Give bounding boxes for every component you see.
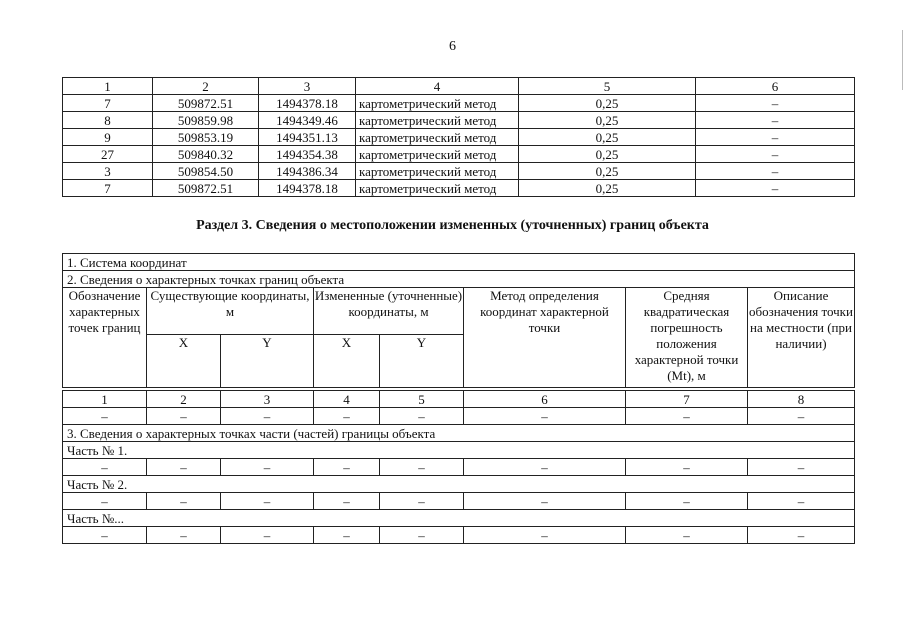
coord-y: 1494378.18 xyxy=(259,95,356,112)
part-label: Часть №... xyxy=(63,510,855,527)
designation-header: Обозначение характерных точек границ xyxy=(63,288,147,388)
parts-heading: 3. Сведения о характерных точках части (частей) границы объекта xyxy=(63,425,855,442)
table-header-row xyxy=(63,78,855,95)
point-id: 9 xyxy=(63,129,153,146)
coord-y: 1494351.13 xyxy=(259,129,356,146)
method-cell: картометрический метод xyxy=(356,95,519,112)
empty-cell: – xyxy=(314,493,380,510)
empty-cell: – xyxy=(748,459,855,476)
empty-cell: – xyxy=(464,493,626,510)
coord-x: 509853.19 xyxy=(153,129,259,146)
empty-cell: – xyxy=(464,527,626,544)
method-cell: картометрический метод xyxy=(356,112,519,129)
empty-cell: – xyxy=(221,527,314,544)
empty-cell: – xyxy=(147,408,221,425)
column-number: 2 xyxy=(153,78,259,95)
boundary-points-heading: 2. Сведения о характерных точках границ объекта xyxy=(63,271,855,288)
changed-coordinates-header: Измененные (уточненные) координаты, м xyxy=(314,288,464,335)
coord-x: 509872.51 xyxy=(153,95,259,112)
column-number: 2 xyxy=(147,391,221,408)
empty-cell: – xyxy=(626,459,748,476)
part-label: Часть № 1. xyxy=(63,442,855,459)
point-id: 27 xyxy=(63,146,153,163)
method-cell: картометрический метод xyxy=(356,129,519,146)
empty-cell: – xyxy=(314,527,380,544)
empty-cell: – xyxy=(147,527,221,544)
changed-x-header: X xyxy=(314,335,380,388)
changed-boundaries-table xyxy=(62,253,855,544)
existing-y-header: Y xyxy=(221,335,314,388)
empty-cell: – xyxy=(63,493,147,510)
coord-y: 1494378.18 xyxy=(259,180,356,197)
empty-cell: – xyxy=(147,493,221,510)
empty-cell: – xyxy=(147,459,221,476)
point-id: 3 xyxy=(63,163,153,180)
accuracy-cell: 0,25 xyxy=(519,180,696,197)
point-id: 7 xyxy=(63,95,153,112)
column-number: 1 xyxy=(63,78,153,95)
empty-cell: – xyxy=(380,493,464,510)
accuracy-cell: 0,25 xyxy=(519,95,696,112)
accuracy-cell: 0,25 xyxy=(519,129,696,146)
table-row xyxy=(63,527,855,544)
description-cell: – xyxy=(696,112,855,129)
column-number: 4 xyxy=(314,391,380,408)
method-header: Метод определения координат характерной точки xyxy=(464,288,626,388)
empty-cell: – xyxy=(748,527,855,544)
column-numbers-row xyxy=(63,391,855,408)
column-number: 8 xyxy=(748,391,855,408)
description-cell: – xyxy=(696,129,855,146)
coord-x: 509859.98 xyxy=(153,112,259,129)
column-number: 5 xyxy=(519,78,696,95)
table-row xyxy=(63,146,855,163)
empty-cell: – xyxy=(626,408,748,425)
description-header: Описание обозначения точки на местности (при наличии) xyxy=(748,288,855,388)
coordinate-system-label: 1. Система координат xyxy=(63,254,855,271)
coord-y: 1494386.34 xyxy=(259,163,356,180)
coord-x: 509854.50 xyxy=(153,163,259,180)
empty-cell: – xyxy=(63,527,147,544)
coord-x: 509840.32 xyxy=(153,146,259,163)
point-id: 7 xyxy=(63,180,153,197)
table-row xyxy=(63,459,855,476)
column-number: 6 xyxy=(464,391,626,408)
empty-cell: – xyxy=(63,459,147,476)
table-row xyxy=(63,129,855,146)
description-cell: – xyxy=(696,146,855,163)
empty-cell: – xyxy=(63,408,147,425)
column-number: 3 xyxy=(221,391,314,408)
accuracy-cell: 0,25 xyxy=(519,112,696,129)
empty-cell: – xyxy=(380,408,464,425)
table-row xyxy=(63,180,855,197)
error-header: Средняя квадратическая погрешность положения характерной точки (Mt), м xyxy=(626,288,748,388)
page-number: 6 xyxy=(449,39,456,54)
column-number: 5 xyxy=(380,391,464,408)
empty-cell: – xyxy=(464,459,626,476)
empty-cell: – xyxy=(314,408,380,425)
empty-cell: – xyxy=(221,493,314,510)
empty-cell: – xyxy=(626,527,748,544)
empty-cell: – xyxy=(464,408,626,425)
empty-cell: – xyxy=(380,527,464,544)
column-number: 6 xyxy=(696,78,855,95)
empty-cell: – xyxy=(221,408,314,425)
changed-y-header: Y xyxy=(380,335,464,388)
coord-y: 1494354.38 xyxy=(259,146,356,163)
empty-cell: – xyxy=(626,493,748,510)
table-row xyxy=(63,493,855,510)
table-row xyxy=(63,408,855,425)
empty-cell: – xyxy=(314,459,380,476)
column-number: 7 xyxy=(626,391,748,408)
coordinates-table xyxy=(62,77,855,197)
part-label: Часть № 2. xyxy=(63,476,855,493)
empty-cell: – xyxy=(748,408,855,425)
coord-y: 1494349.46 xyxy=(259,112,356,129)
method-cell: картометрический метод xyxy=(356,163,519,180)
table-row xyxy=(63,163,855,180)
existing-x-header: X xyxy=(147,335,221,388)
empty-cell: – xyxy=(380,459,464,476)
coord-x: 509872.51 xyxy=(153,180,259,197)
empty-cell: – xyxy=(748,493,855,510)
column-number: 4 xyxy=(356,78,519,95)
section-title: Раздел 3. Сведения о местоположении измененных (уточненных) границ объекта xyxy=(196,218,709,233)
point-id: 8 xyxy=(63,112,153,129)
accuracy-cell: 0,25 xyxy=(519,163,696,180)
existing-coordinates-header: Существующие координаты, м xyxy=(147,288,314,335)
empty-cell: – xyxy=(221,459,314,476)
table-row xyxy=(63,95,855,112)
method-cell: картометрический метод xyxy=(356,146,519,163)
column-number: 1 xyxy=(63,391,147,408)
table-row xyxy=(63,112,855,129)
description-cell: – xyxy=(696,180,855,197)
accuracy-cell: 0,25 xyxy=(519,146,696,163)
scan-edge-mark xyxy=(902,30,903,90)
description-cell: – xyxy=(696,163,855,180)
column-number: 3 xyxy=(259,78,356,95)
table-header-row xyxy=(63,288,855,335)
method-cell: картометрический метод xyxy=(356,180,519,197)
description-cell: – xyxy=(696,95,855,112)
